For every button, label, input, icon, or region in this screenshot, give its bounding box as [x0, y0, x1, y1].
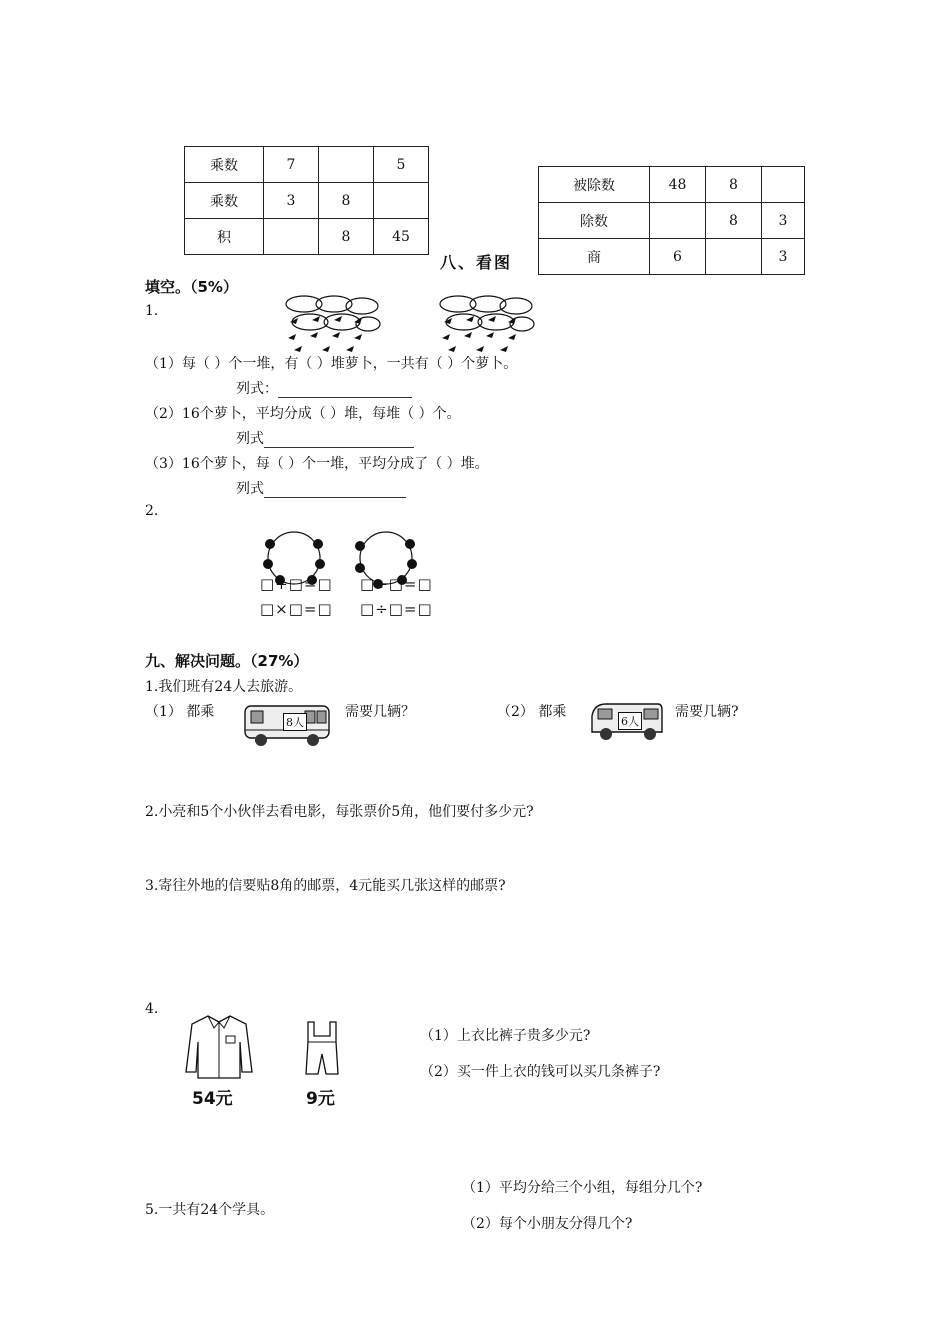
problem-1-sub1-label: （1） 都乘	[145, 704, 215, 720]
problem-1-sub2-question: 需要几辆?	[675, 704, 739, 720]
problem-2-text: 2.小亮和5个小伙伴去看电影，每张票价5角，他们要付多少元?	[145, 804, 534, 820]
table-cell: 48	[650, 167, 706, 203]
table-cell: 8	[319, 219, 374, 255]
q1-line2: （2）16个萝卜，平均分成（ ）堆，每堆（ ）个。	[145, 406, 461, 422]
table-cell: 积	[185, 219, 264, 255]
problem-3-text: 3.寄往外地的信要贴8角的邮票，4元能买几张这样的邮票?	[145, 878, 506, 894]
answer-blank[interactable]	[278, 383, 412, 398]
table-cell: 6	[650, 239, 706, 275]
formula-label: 列式	[236, 431, 264, 447]
equation-blank[interactable]: □÷□=□	[360, 600, 433, 618]
table-row	[185, 219, 429, 255]
table-cell	[374, 183, 429, 219]
carrot-pile-icon	[436, 292, 536, 354]
bus-sign: 6人	[618, 712, 642, 730]
table-cell: 45	[374, 219, 429, 255]
table-cell	[319, 147, 374, 183]
table-row	[185, 147, 429, 183]
section9-title: 九、解决问题。（27%）	[145, 652, 309, 670]
division-table	[538, 166, 805, 275]
overalls-icon	[302, 1018, 342, 1078]
formula-label: 列式：	[236, 381, 278, 397]
question-number: 2.	[145, 503, 159, 519]
problem-1-sub1-question: 需要几辆？	[345, 704, 415, 720]
formula-line	[236, 378, 412, 398]
pants-price: 9元	[306, 1089, 335, 1109]
formula-line	[236, 428, 414, 448]
problem-5-text: 5.一共有24个学具。	[145, 1202, 275, 1218]
problem-1-text: 1.我们班有24人去旅游。	[145, 679, 303, 695]
table-cell: 乘数	[185, 147, 264, 183]
table-cell: 3	[762, 239, 805, 275]
table-cell: 被除数	[539, 167, 650, 203]
problem-4-question-2: （2）买一件上衣的钱可以买几条裤子?	[420, 1064, 661, 1080]
table-cell: 商	[539, 239, 650, 275]
table-cell	[650, 203, 706, 239]
q1-line1: （1）每（ ）个一堆，有（ ）堆萝卜，一共有（ ）个萝卜。	[145, 356, 518, 372]
table-cell: 8	[706, 167, 762, 203]
table-cell: 3	[264, 183, 319, 219]
problem-1-sub2-label: （2） 都乘	[497, 704, 567, 720]
table-row	[185, 183, 429, 219]
equation-blank[interactable]: □×□=□	[260, 600, 333, 618]
problem-5-question-1: （1）平均分给三个小组，每组分几个?	[462, 1180, 703, 1196]
problem-4-question-1: （1）上衣比裤子贵多少元?	[420, 1028, 591, 1044]
shirt-price: 54元	[192, 1089, 233, 1109]
bus-icon	[588, 698, 664, 742]
question-number: 4.	[145, 1001, 159, 1017]
table-cell: 除数	[539, 203, 650, 239]
formula-label: 列式	[236, 481, 264, 497]
equation-blank[interactable]: □÷□=□	[360, 575, 433, 593]
carrot-pile-icon	[282, 292, 382, 354]
formula-line	[236, 478, 406, 498]
section8-title-part1: 八、看图	[440, 253, 513, 272]
shirt-icon	[184, 1012, 254, 1080]
equation-blank[interactable]: □+□=□	[260, 575, 333, 593]
table-cell: 3	[762, 203, 805, 239]
table-cell	[762, 167, 805, 203]
table-cell: 8	[319, 183, 374, 219]
table-cell	[706, 239, 762, 275]
table-row	[539, 203, 805, 239]
answer-blank[interactable]	[264, 433, 414, 448]
section8-title-part2: 填空。（5%）	[145, 278, 238, 296]
question-number: 1.	[145, 303, 159, 319]
problem-5-question-2: （2）每个小朋友分得几个?	[462, 1216, 633, 1232]
table-cell: 8	[706, 203, 762, 239]
table-cell	[264, 219, 319, 255]
answer-blank[interactable]	[264, 483, 406, 498]
bus-sign: 8人	[283, 713, 307, 731]
table-row	[539, 239, 805, 275]
table-cell: 7	[264, 147, 319, 183]
bus-icon	[243, 702, 331, 748]
multiplication-table	[184, 146, 429, 255]
table-cell: 乘数	[185, 183, 264, 219]
table-cell: 5	[374, 147, 429, 183]
q1-line3: （3）16个萝卜，每（ ）个一堆，平均分成了（ ）堆。	[145, 456, 489, 472]
table-row	[539, 167, 805, 203]
